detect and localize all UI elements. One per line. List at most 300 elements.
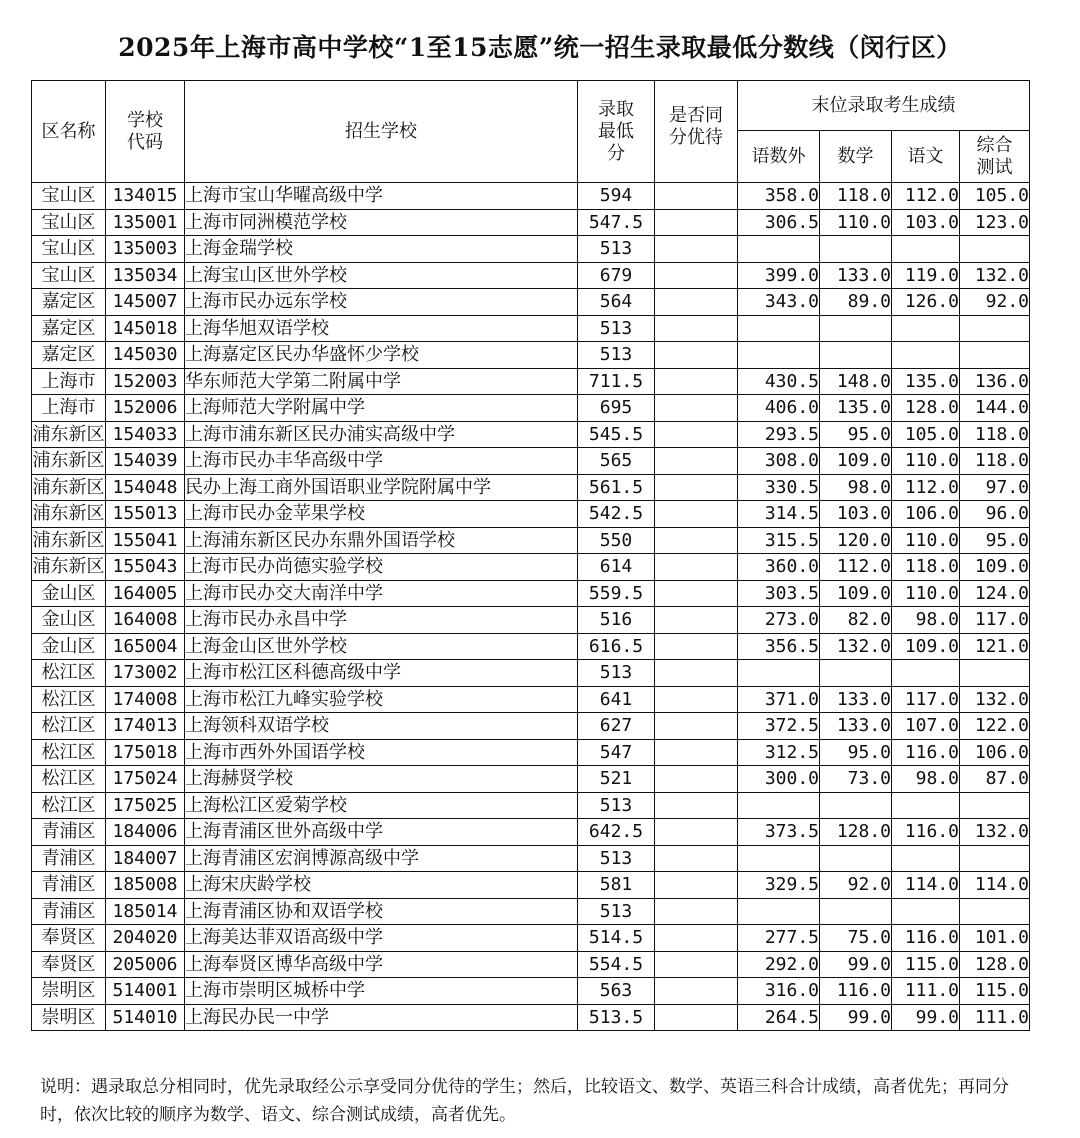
tie-preference-cell bbox=[655, 660, 738, 687]
district-cell: 金山区 bbox=[32, 633, 106, 660]
min-score-cell: 513.5 bbox=[578, 1004, 655, 1031]
math-cell: 116.0 bbox=[820, 978, 892, 1005]
comprehensive-cell: 95.0 bbox=[960, 527, 1030, 554]
code-cell: 164008 bbox=[106, 607, 185, 634]
comprehensive-cell bbox=[960, 792, 1030, 819]
district-cell: 青浦区 bbox=[32, 845, 106, 872]
school-cell: 上海市宝山华曜高级中学 bbox=[185, 183, 578, 210]
school-cell: 上海宝山区世外学校 bbox=[185, 262, 578, 289]
chinese-cell bbox=[892, 342, 960, 369]
table-row bbox=[32, 501, 1030, 528]
code-cell: 185008 bbox=[106, 872, 185, 899]
district-cell: 崇明区 bbox=[32, 1004, 106, 1031]
school-cell: 上海美达菲双语高级中学 bbox=[185, 925, 578, 952]
table-row bbox=[32, 686, 1030, 713]
code-cell: 514001 bbox=[106, 978, 185, 1005]
chinese-cell bbox=[892, 845, 960, 872]
table-row bbox=[32, 262, 1030, 289]
code-cell: 135034 bbox=[106, 262, 185, 289]
school-cell: 上海市民办永昌中学 bbox=[185, 607, 578, 634]
district-cell: 青浦区 bbox=[32, 872, 106, 899]
min-score-cell: 542.5 bbox=[578, 501, 655, 528]
math-cell: 110.0 bbox=[820, 209, 892, 236]
district-cell: 松江区 bbox=[32, 686, 106, 713]
chinese-cell bbox=[892, 236, 960, 263]
footnote: 说明：遇录取总分相同时，优先录取经公示享受同分优待的学生；然后，比较语文、数学、英语三科合计成绩，高者优先；再同分时，依次比较的顺序为数学、语文、综合测试成绩，高者优先。 bbox=[40, 1077, 1009, 1125]
district-cell: 奉贤区 bbox=[32, 951, 106, 978]
table-row bbox=[32, 209, 1030, 236]
comprehensive-cell bbox=[960, 315, 1030, 342]
total-three-cell bbox=[738, 342, 820, 369]
chinese-cell: 109.0 bbox=[892, 633, 960, 660]
chinese-cell: 98.0 bbox=[892, 607, 960, 634]
min-score-cell: 547 bbox=[578, 739, 655, 766]
min-score-cell: 513 bbox=[578, 236, 655, 263]
code-cell: 185014 bbox=[106, 898, 185, 925]
chinese-cell: 112.0 bbox=[892, 183, 960, 210]
header-district: 区名称 bbox=[32, 81, 106, 183]
chinese-cell: 119.0 bbox=[892, 262, 960, 289]
math-cell: 103.0 bbox=[820, 501, 892, 528]
table-row bbox=[32, 951, 1030, 978]
min-score-cell: 513 bbox=[578, 660, 655, 687]
district-cell: 奉贤区 bbox=[32, 925, 106, 952]
comprehensive-cell bbox=[960, 845, 1030, 872]
table-row bbox=[32, 183, 1030, 210]
table-row bbox=[32, 766, 1030, 793]
min-score-cell: 616.5 bbox=[578, 633, 655, 660]
min-score-cell: 513 bbox=[578, 315, 655, 342]
math-cell: 89.0 bbox=[820, 289, 892, 316]
code-cell: 164005 bbox=[106, 580, 185, 607]
district-cell: 松江区 bbox=[32, 766, 106, 793]
total-three-cell bbox=[738, 660, 820, 687]
min-score-cell: 514.5 bbox=[578, 925, 655, 952]
code-cell: 165004 bbox=[106, 633, 185, 660]
code-cell: 184007 bbox=[106, 845, 185, 872]
total-three-cell: 273.0 bbox=[738, 607, 820, 634]
math-cell: 133.0 bbox=[820, 713, 892, 740]
code-cell: 145030 bbox=[106, 342, 185, 369]
code-cell: 175018 bbox=[106, 739, 185, 766]
comprehensive-cell bbox=[960, 236, 1030, 263]
district-cell: 宝山区 bbox=[32, 209, 106, 236]
district-cell: 浦东新区 bbox=[32, 421, 106, 448]
chinese-cell: 107.0 bbox=[892, 713, 960, 740]
chinese-cell: 117.0 bbox=[892, 686, 960, 713]
tie-preference-cell bbox=[655, 607, 738, 634]
district-cell: 松江区 bbox=[32, 660, 106, 687]
math-cell: 109.0 bbox=[820, 448, 892, 475]
tie-preference-cell bbox=[655, 845, 738, 872]
comprehensive-cell: 87.0 bbox=[960, 766, 1030, 793]
tie-preference-cell bbox=[655, 368, 738, 395]
header-last-admitted-scores: 末位录取考生成绩 bbox=[738, 81, 1030, 131]
table-body bbox=[32, 183, 1030, 1031]
min-score-cell: 581 bbox=[578, 872, 655, 899]
school-cell: 上海领科双语学校 bbox=[185, 713, 578, 740]
total-three-cell: 329.5 bbox=[738, 872, 820, 899]
district-cell: 松江区 bbox=[32, 713, 106, 740]
code-cell: 152006 bbox=[106, 395, 185, 422]
table-row bbox=[32, 580, 1030, 607]
comprehensive-cell: 144.0 bbox=[960, 395, 1030, 422]
school-cell: 上海赫贤学校 bbox=[185, 766, 578, 793]
min-score-cell: 513 bbox=[578, 342, 655, 369]
math-cell: 99.0 bbox=[820, 1004, 892, 1031]
total-three-cell: 343.0 bbox=[738, 289, 820, 316]
chinese-cell: 112.0 bbox=[892, 474, 960, 501]
total-three-cell: 292.0 bbox=[738, 951, 820, 978]
code-cell: 154048 bbox=[106, 474, 185, 501]
math-cell: 75.0 bbox=[820, 925, 892, 952]
tie-preference-cell bbox=[655, 686, 738, 713]
tie-preference-cell bbox=[655, 342, 738, 369]
total-three-cell: 373.5 bbox=[738, 819, 820, 846]
math-cell: 95.0 bbox=[820, 421, 892, 448]
tie-preference-cell bbox=[655, 395, 738, 422]
comprehensive-cell: 106.0 bbox=[960, 739, 1030, 766]
code-cell: 155041 bbox=[106, 527, 185, 554]
min-score-cell: 559.5 bbox=[578, 580, 655, 607]
district-cell: 浦东新区 bbox=[32, 554, 106, 581]
total-three-cell: 360.0 bbox=[738, 554, 820, 581]
code-cell: 135003 bbox=[106, 236, 185, 263]
comprehensive-cell: 118.0 bbox=[960, 421, 1030, 448]
tie-preference-cell bbox=[655, 633, 738, 660]
table-row bbox=[32, 633, 1030, 660]
table-row bbox=[32, 845, 1030, 872]
min-score-cell: 565 bbox=[578, 448, 655, 475]
code-cell: 155043 bbox=[106, 554, 185, 581]
comprehensive-cell bbox=[960, 660, 1030, 687]
tie-preference-cell bbox=[655, 951, 738, 978]
total-three-cell: 308.0 bbox=[738, 448, 820, 475]
chinese-cell bbox=[892, 315, 960, 342]
tie-preference-cell bbox=[655, 315, 738, 342]
tie-preference-cell bbox=[655, 527, 738, 554]
chinese-cell: 111.0 bbox=[892, 978, 960, 1005]
comprehensive-cell: 101.0 bbox=[960, 925, 1030, 952]
total-three-cell: 303.5 bbox=[738, 580, 820, 607]
tie-preference-cell bbox=[655, 925, 738, 952]
code-cell: 204020 bbox=[106, 925, 185, 952]
table-row bbox=[32, 713, 1030, 740]
code-cell: 514010 bbox=[106, 1004, 185, 1031]
school-cell: 上海民办民一中学 bbox=[185, 1004, 578, 1031]
math-cell: 148.0 bbox=[820, 368, 892, 395]
total-three-cell: 372.5 bbox=[738, 713, 820, 740]
school-cell: 上海市民办交大南洋中学 bbox=[185, 580, 578, 607]
table-row bbox=[32, 368, 1030, 395]
tie-preference-cell bbox=[655, 1004, 738, 1031]
comprehensive-cell: 109.0 bbox=[960, 554, 1030, 581]
school-cell: 上海青浦区宏润博源高级中学 bbox=[185, 845, 578, 872]
chinese-cell: 105.0 bbox=[892, 421, 960, 448]
math-cell: 118.0 bbox=[820, 183, 892, 210]
total-three-cell: 399.0 bbox=[738, 262, 820, 289]
chinese-cell: 114.0 bbox=[892, 872, 960, 899]
comprehensive-cell: 132.0 bbox=[960, 262, 1030, 289]
district-cell: 嘉定区 bbox=[32, 289, 106, 316]
school-cell: 上海宋庆龄学校 bbox=[185, 872, 578, 899]
header-math: 数学 bbox=[820, 131, 892, 183]
district-cell: 浦东新区 bbox=[32, 527, 106, 554]
comprehensive-cell: 97.0 bbox=[960, 474, 1030, 501]
math-cell: 98.0 bbox=[820, 474, 892, 501]
chinese-cell: 115.0 bbox=[892, 951, 960, 978]
math-cell: 92.0 bbox=[820, 872, 892, 899]
comprehensive-cell: 105.0 bbox=[960, 183, 1030, 210]
tie-preference-cell bbox=[655, 978, 738, 1005]
tie-preference-cell bbox=[655, 289, 738, 316]
math-cell: 132.0 bbox=[820, 633, 892, 660]
tie-preference-cell bbox=[655, 236, 738, 263]
chinese-cell: 103.0 bbox=[892, 209, 960, 236]
school-cell: 上海嘉定区民办华盛怀少学校 bbox=[185, 342, 578, 369]
chinese-cell: 135.0 bbox=[892, 368, 960, 395]
chinese-cell: 110.0 bbox=[892, 448, 960, 475]
comprehensive-cell: 121.0 bbox=[960, 633, 1030, 660]
comprehensive-cell: 128.0 bbox=[960, 951, 1030, 978]
min-score-cell: 513 bbox=[578, 845, 655, 872]
math-cell: 82.0 bbox=[820, 607, 892, 634]
school-cell: 上海青浦区协和双语学校 bbox=[185, 898, 578, 925]
school-cell: 上海市民办金苹果学校 bbox=[185, 501, 578, 528]
chinese-cell: 116.0 bbox=[892, 925, 960, 952]
table-row bbox=[32, 872, 1030, 899]
school-cell: 上海市松江区科德高级中学 bbox=[185, 660, 578, 687]
math-cell: 112.0 bbox=[820, 554, 892, 581]
district-cell: 青浦区 bbox=[32, 898, 106, 925]
school-cell: 上海市松江九峰实验学校 bbox=[185, 686, 578, 713]
school-cell: 上海奉贤区博华高级中学 bbox=[185, 951, 578, 978]
tie-preference-cell bbox=[655, 183, 738, 210]
district-cell: 嘉定区 bbox=[32, 342, 106, 369]
min-score-cell: 711.5 bbox=[578, 368, 655, 395]
min-score-cell: 554.5 bbox=[578, 951, 655, 978]
header-min-score: 录取最低分 bbox=[578, 81, 655, 183]
chinese-cell: 106.0 bbox=[892, 501, 960, 528]
tie-preference-cell bbox=[655, 554, 738, 581]
table-row bbox=[32, 236, 1030, 263]
min-score-cell: 695 bbox=[578, 395, 655, 422]
min-score-cell: 545.5 bbox=[578, 421, 655, 448]
district-cell: 金山区 bbox=[32, 580, 106, 607]
district-cell: 宝山区 bbox=[32, 262, 106, 289]
school-cell: 上海市同洲模范学校 bbox=[185, 209, 578, 236]
code-cell: 152003 bbox=[106, 368, 185, 395]
table-row bbox=[32, 925, 1030, 952]
tie-preference-cell bbox=[655, 739, 738, 766]
tie-preference-cell bbox=[655, 819, 738, 846]
math-cell: 128.0 bbox=[820, 819, 892, 846]
min-score-cell: 641 bbox=[578, 686, 655, 713]
min-score-cell: 642.5 bbox=[578, 819, 655, 846]
district-cell: 浦东新区 bbox=[32, 501, 106, 528]
school-cell: 上海师范大学附属中学 bbox=[185, 395, 578, 422]
math-cell: 109.0 bbox=[820, 580, 892, 607]
district-cell: 松江区 bbox=[32, 739, 106, 766]
header-code: 学校代码 bbox=[106, 81, 185, 183]
tie-preference-cell bbox=[655, 501, 738, 528]
comprehensive-cell: 123.0 bbox=[960, 209, 1030, 236]
header-school: 招生学校 bbox=[185, 81, 578, 183]
school-cell: 上海松江区爱菊学校 bbox=[185, 792, 578, 819]
comprehensive-cell: 111.0 bbox=[960, 1004, 1030, 1031]
total-three-cell: 356.5 bbox=[738, 633, 820, 660]
tie-preference-cell bbox=[655, 766, 738, 793]
math-cell bbox=[820, 660, 892, 687]
comprehensive-cell: 132.0 bbox=[960, 819, 1030, 846]
district-cell: 上海市 bbox=[32, 395, 106, 422]
code-cell: 175024 bbox=[106, 766, 185, 793]
tie-preference-cell bbox=[655, 448, 738, 475]
table-row bbox=[32, 819, 1030, 846]
table-row bbox=[32, 792, 1030, 819]
min-score-cell: 563 bbox=[578, 978, 655, 1005]
page-title: 2025年上海市高中学校“1至15志愿”统一招生录取最低分数线（闵行区） bbox=[118, 33, 962, 62]
school-cell: 上海市浦东新区民办浦实高级中学 bbox=[185, 421, 578, 448]
total-three-cell: 314.5 bbox=[738, 501, 820, 528]
district-cell: 浦东新区 bbox=[32, 448, 106, 475]
table-row bbox=[32, 289, 1030, 316]
school-cell: 上海市崇明区城桥中学 bbox=[185, 978, 578, 1005]
district-cell: 宝山区 bbox=[32, 236, 106, 263]
math-cell bbox=[820, 792, 892, 819]
tie-preference-cell bbox=[655, 421, 738, 448]
tie-preference-cell bbox=[655, 209, 738, 236]
district-cell: 松江区 bbox=[32, 792, 106, 819]
comprehensive-cell: 132.0 bbox=[960, 686, 1030, 713]
school-cell: 上海金山区世外学校 bbox=[185, 633, 578, 660]
header-total-three: 语数外 bbox=[738, 131, 820, 183]
total-three-cell: 430.5 bbox=[738, 368, 820, 395]
comprehensive-cell bbox=[960, 342, 1030, 369]
math-cell bbox=[820, 236, 892, 263]
comprehensive-cell: 124.0 bbox=[960, 580, 1030, 607]
code-cell: 155013 bbox=[106, 501, 185, 528]
header-tie-preference: 是否同分优待 bbox=[655, 81, 738, 183]
comprehensive-cell: 96.0 bbox=[960, 501, 1030, 528]
code-cell: 154033 bbox=[106, 421, 185, 448]
school-cell: 上海市西外外国语学校 bbox=[185, 739, 578, 766]
table-row bbox=[32, 527, 1030, 554]
table-row bbox=[32, 342, 1030, 369]
table-row bbox=[32, 421, 1030, 448]
table-row bbox=[32, 660, 1030, 687]
code-cell: 154039 bbox=[106, 448, 185, 475]
table-row bbox=[32, 739, 1030, 766]
min-score-cell: 627 bbox=[578, 713, 655, 740]
district-cell: 崇明区 bbox=[32, 978, 106, 1005]
district-cell: 浦东新区 bbox=[32, 474, 106, 501]
math-cell bbox=[820, 342, 892, 369]
chinese-cell: 110.0 bbox=[892, 580, 960, 607]
code-cell: 173002 bbox=[106, 660, 185, 687]
total-three-cell: 315.5 bbox=[738, 527, 820, 554]
total-three-cell: 406.0 bbox=[738, 395, 820, 422]
total-three-cell: 316.0 bbox=[738, 978, 820, 1005]
tie-preference-cell bbox=[655, 580, 738, 607]
math-cell: 95.0 bbox=[820, 739, 892, 766]
table-row bbox=[32, 315, 1030, 342]
comprehensive-cell: 117.0 bbox=[960, 607, 1030, 634]
chinese-cell: 116.0 bbox=[892, 819, 960, 846]
total-three-cell bbox=[738, 236, 820, 263]
district-cell: 金山区 bbox=[32, 607, 106, 634]
min-score-cell: 679 bbox=[578, 262, 655, 289]
admission-table bbox=[31, 80, 1030, 1031]
comprehensive-cell: 122.0 bbox=[960, 713, 1030, 740]
district-cell: 青浦区 bbox=[32, 819, 106, 846]
comprehensive-cell: 118.0 bbox=[960, 448, 1030, 475]
total-three-cell: 312.5 bbox=[738, 739, 820, 766]
comprehensive-cell bbox=[960, 898, 1030, 925]
math-cell: 133.0 bbox=[820, 686, 892, 713]
min-score-cell: 550 bbox=[578, 527, 655, 554]
code-cell: 174013 bbox=[106, 713, 185, 740]
min-score-cell: 513 bbox=[578, 898, 655, 925]
math-cell bbox=[820, 845, 892, 872]
chinese-cell bbox=[892, 660, 960, 687]
min-score-cell: 513 bbox=[578, 792, 655, 819]
math-cell: 73.0 bbox=[820, 766, 892, 793]
total-three-cell: 371.0 bbox=[738, 686, 820, 713]
comprehensive-cell: 136.0 bbox=[960, 368, 1030, 395]
code-cell: 205006 bbox=[106, 951, 185, 978]
school-cell: 上海浦东新区民办东鼎外国语学校 bbox=[185, 527, 578, 554]
chinese-cell: 126.0 bbox=[892, 289, 960, 316]
math-cell bbox=[820, 898, 892, 925]
total-three-cell bbox=[738, 898, 820, 925]
total-three-cell bbox=[738, 792, 820, 819]
min-score-cell: 614 bbox=[578, 554, 655, 581]
tie-preference-cell bbox=[655, 713, 738, 740]
table-row bbox=[32, 978, 1030, 1005]
code-cell: 134015 bbox=[106, 183, 185, 210]
min-score-cell: 547.5 bbox=[578, 209, 655, 236]
chinese-cell: 128.0 bbox=[892, 395, 960, 422]
school-cell: 上海市民办尚德实验学校 bbox=[185, 554, 578, 581]
chinese-cell: 110.0 bbox=[892, 527, 960, 554]
total-three-cell: 330.5 bbox=[738, 474, 820, 501]
total-three-cell: 306.5 bbox=[738, 209, 820, 236]
table-row bbox=[32, 474, 1030, 501]
total-three-cell: 300.0 bbox=[738, 766, 820, 793]
math-cell bbox=[820, 315, 892, 342]
tie-preference-cell bbox=[655, 262, 738, 289]
school-cell: 上海金瑞学校 bbox=[185, 236, 578, 263]
district-cell: 宝山区 bbox=[32, 183, 106, 210]
tie-preference-cell bbox=[655, 474, 738, 501]
code-cell: 174008 bbox=[106, 686, 185, 713]
chinese-cell bbox=[892, 792, 960, 819]
tie-preference-cell bbox=[655, 898, 738, 925]
total-three-cell: 277.5 bbox=[738, 925, 820, 952]
min-score-cell: 521 bbox=[578, 766, 655, 793]
math-cell: 135.0 bbox=[820, 395, 892, 422]
chinese-cell: 99.0 bbox=[892, 1004, 960, 1031]
tie-preference-cell bbox=[655, 872, 738, 899]
table-row bbox=[32, 1004, 1030, 1031]
table-row bbox=[32, 395, 1030, 422]
school-cell: 上海市民办丰华高级中学 bbox=[185, 448, 578, 475]
min-score-cell: 561.5 bbox=[578, 474, 655, 501]
total-three-cell: 264.5 bbox=[738, 1004, 820, 1031]
code-cell: 145007 bbox=[106, 289, 185, 316]
min-score-cell: 594 bbox=[578, 183, 655, 210]
